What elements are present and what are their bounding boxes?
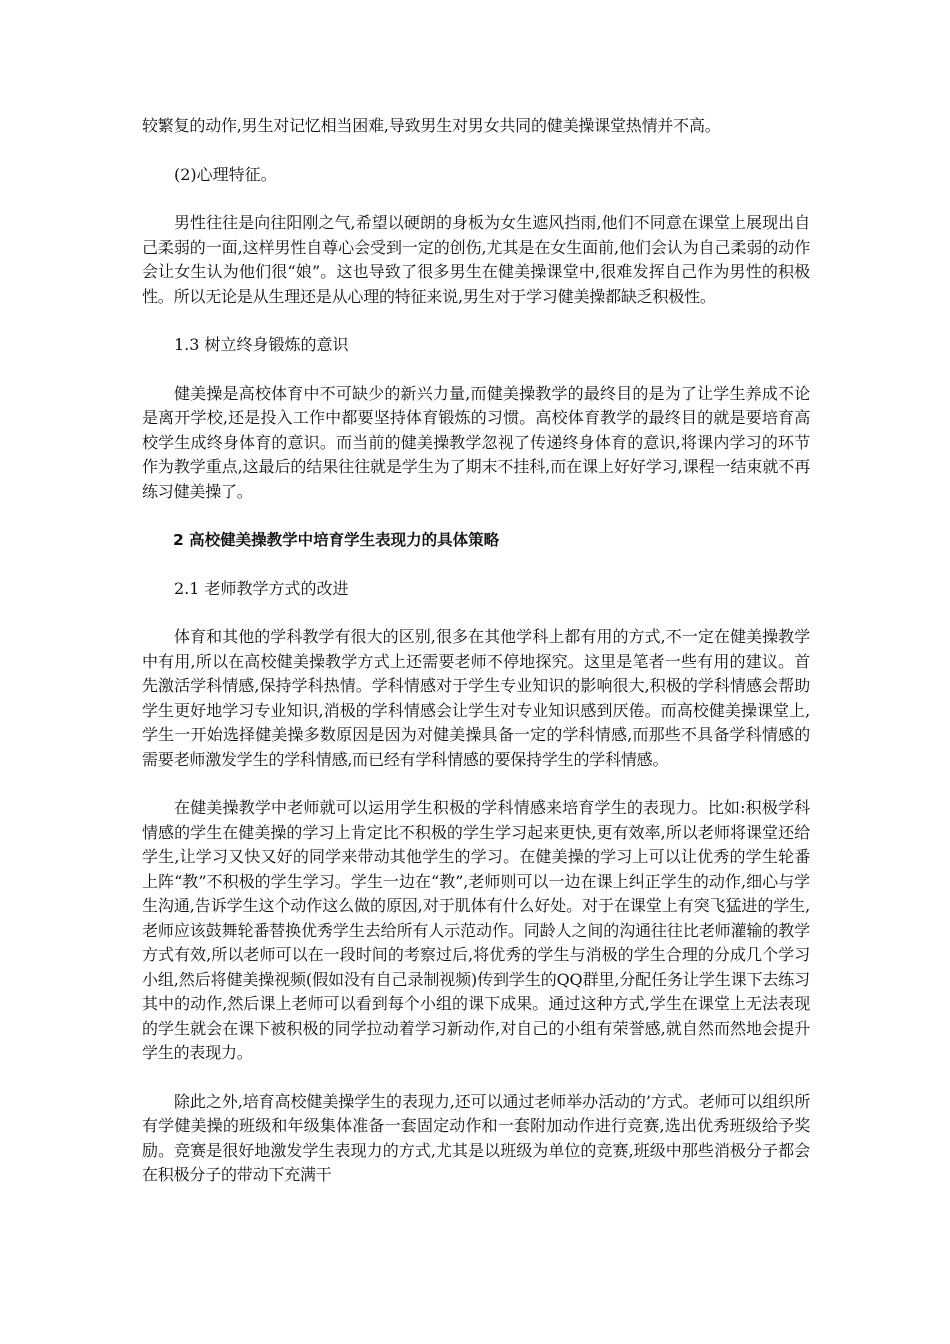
section-heading-2: 2 高校健美操教学中培育学生表现力的具体策略 <box>173 531 500 549</box>
paragraph-continued: 较繁复的动作,男生对记忆相当困难,导致男生对男女共同的健美操课堂热情并不高。 <box>142 116 721 135</box>
paragraph-male-psychology: 男性往往是向往阳刚之气,希望以硬朗的身板为女生遮风挡雨,他们不同意在课堂上展现出自己柔弱的一面,这样男性自尊心会受到一定的创伤,尤其是在女生面前,他们会认为自己柔弱的动作会让女生认为他们很“娘”。这也导致了很多男生在健美操课堂中,很难发挥自己作为男性的积极性。所以无论是从生理还是从心理的特征来说,男生对于学习健美操都缺乏积极性。 <box>142 213 810 306</box>
subheading-psychological-traits: (2)心理特征。 <box>174 164 277 184</box>
paragraph-peer-teaching: 在健美操教学中老师就可以运用学生积极的学科情感来培育学生的表现力。比如:积极学科情感的学生在健美操的学习上肯定比不积极的学生学习起来更快,更有效率,所以老师将课堂还给学生,让学习又快又好的同学来带动其他学生的学习。在健美操的学习上可以让优秀的学生轮番上阵“教”不积极的学生学习。学生一边在“教”,老师则可以一边在课上纠正学生的动作,细心与学生沟通,告诉学生这个动作这么做的原因,对于肌体有什么好处。对于在课堂上有突飞猛进的学生,老师应该鼓舞轮番替换优秀学生去给所有人示范动作。同龄人之间的沟通往往比老师灌输的教学方式有效,所以老师可以在一段时间的考察过后,将优秀的学生与消极的学生合理的分成几个学习小组,然后将健美操视频(假如没有自己录制视频)传到学生的QQ群里,分配任务让学生课下去练习其中的动作,然后课上老师可以看到每个小组的课下成果。通过这种方式,学生在课堂上无法表现的学生就会在课下被积极的同学拉动着学习新动作,对自己的小组有荣誉感,就自然而然地会提升学生的表现力。 <box>142 798 810 1062</box>
section-heading-1-3: 1.3 树立终身锻炼的意识 <box>174 335 349 354</box>
paragraph-teaching-method: 体育和其他的学科教学有很大的区别,很多在其他学科上都有用的方式,不一定在健美操教学中有用,所以在高校健美操教学方式上还需要老师不停地探究。这里是笔者一些有用的建议。首先激活学科情感,保持学科热情。学科情感对于学生专业知识的影响很大,积极的学科情感会帮助学生更好地学习专业知识,消极的学科情感会让学生对专业知识感到厌倦。而高校健美操课堂上,学生一开始选择健美操多数原因是因为对健美操具备一定的学科情感,而那些不具备学科情感的需要老师激发学生的学科情感,而已经有学科情感的要保持学生的学科情感。 <box>142 627 810 769</box>
document-body <box>142 114 810 1212</box>
paragraph-competition: 除此之外,培育高校健美操学生的表现力,还可以通过老师举办活动的’方式。老师可以组织所有学健美操的班级和年级集体准备一套固定动作和一套附加动作进行竞赛,选出优秀班级给予奖励。竞赛是很好地激发学生表现力的方式,尤其是以班级为单位的竞赛,班级中那些消极分子都会在积极分子的带动下充满干 <box>142 1091 810 1184</box>
section-heading-2-1: 2.1 老师教学方式的改进 <box>174 578 349 598</box>
paragraph-lifelong-exercise: 健美操是高校体育中不可缺少的新兴力量,而健美操教学的最终目的是为了让学生养成不论是离开学校,还是投入工作中都要坚持体育锻炼的习惯。高校体育教学的最终目的就是要培育高校学生成终身体育的意识。而当前的健美操教学忽视了传递终身体育的意识,将课内学习的环节作为教学重点,这最后的结果往往就是学生为了期末不挂科,而在课上好好学习,课程一结束就不再练习健美操了。 <box>142 383 810 501</box>
